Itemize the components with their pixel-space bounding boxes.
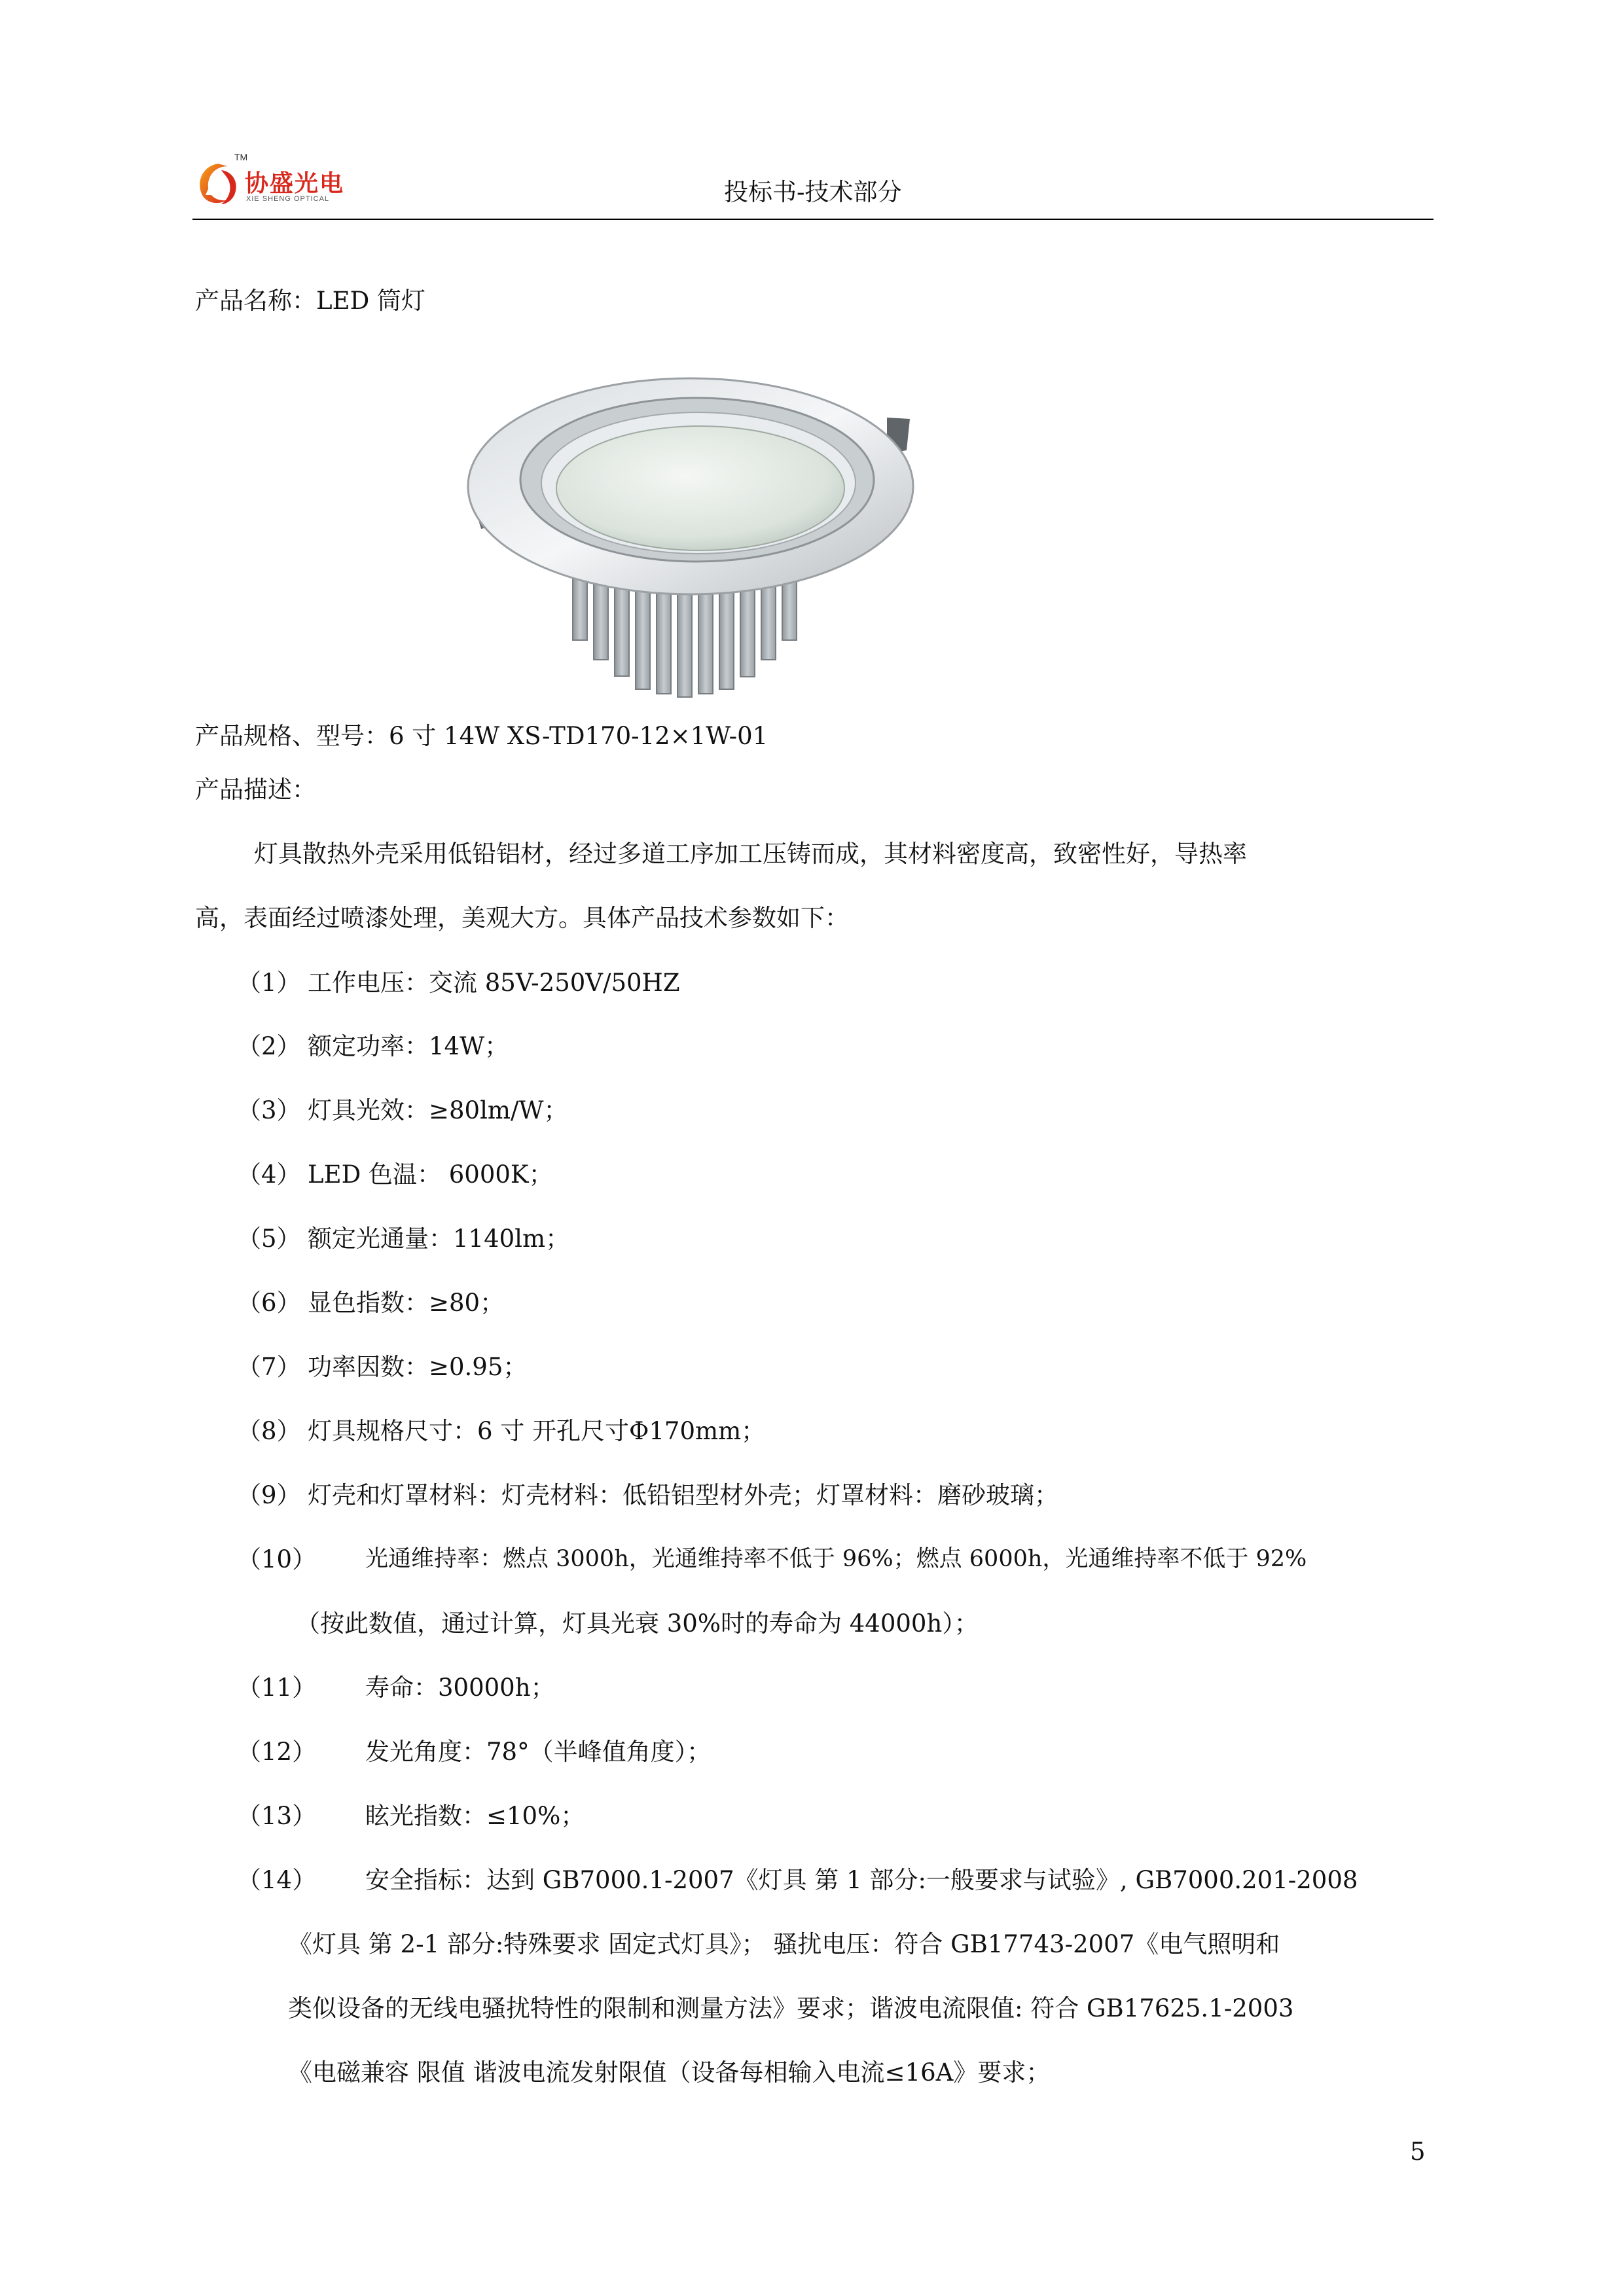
param-text-continued: （按此数值，通过计算，灯具光衰 30%时的寿命为 44000h）； [296,1609,979,1638]
logo-name-cn: 协盛光电 [245,170,345,197]
param-text-continued: 类似设备的无线电骚扰特性的限制和测量方法》要求；谐波电流限值: 符合 GB17625.1-2003 [288,1994,1294,2022]
param-num: （4） [237,1160,301,1189]
header-title: 投标书-技术部分 [724,178,902,206]
param-text: 额定功率：14W； [308,1032,509,1060]
param-text: 工作电压：交流 85V-250V/50HZ [308,969,680,997]
param-text: 灯壳和灯罩材料：灯壳材料：低铅铝型材外壳；灯罩材料：磨砂玻璃； [308,1481,1058,1509]
logo-name-en: XIE SHENG OPTICAL [246,195,330,203]
param-text: 光通维持率：燃点 3000h，光通维持率不低于 96%；燃点 6000h，光通维持率不低于 92% [365,1546,1307,1572]
param-text: 额定光通量：1140lm； [308,1225,570,1253]
param-text: 灯具规格尺寸：6 寸 开孔尺寸Φ170mm； [308,1417,766,1445]
param-text: LED 色温： 6000K； [308,1160,553,1189]
product-name: 产品名称：LED 筒灯 [195,287,426,315]
param-num: （2） [237,1032,301,1060]
logo-trademark: TM [234,152,248,162]
header-divider [192,219,1434,220]
param-num: （3） [237,1096,301,1124]
description-line-2: 高，表面经过喷漆处理，美观大方。具体产品技术参数如下： [195,904,849,932]
param-num: （14） [237,1866,317,1894]
logo-mark-icon [195,161,241,207]
param-num: （11） [237,1674,317,1702]
param-text-continued: 《电磁兼容 限值 谐波电流发射限值（设备每相输入电流≤16A》要求； [288,2058,1051,2087]
param-num: （5） [237,1225,301,1253]
param-text: 眩光指数：≤10%； [365,1802,585,1830]
param-num: （10） [237,1545,317,1573]
param-text-continued: 《灯具 第 2-1 部分:特殊要求 固定式灯具》； 骚扰电压：符合 GB17743-2007《电气照明和 [288,1930,1280,1958]
param-num: （9） [237,1481,301,1509]
param-num: （6） [237,1289,301,1317]
param-num: （7） [237,1353,301,1381]
description-line-1: 灯具散热外壳采用低铅铝材，经过多道工序加工压铸而成，其材料密度高，致密性好，导热率 [254,840,1247,868]
led-downlight-photo [455,372,946,699]
product-desc-heading: 产品描述： [195,776,316,804]
param-num: （1） [237,969,301,997]
page-number: 5 [1410,2138,1426,2166]
param-text: 灯具光效：≥80lm/W； [308,1096,568,1124]
product-spec: 产品规格、型号：6 寸 14W XS-TD170-12×1W-01 [195,722,768,750]
param-num: （13） [237,1802,317,1830]
param-text: 发光角度：78°（半峰值角度）； [365,1738,712,1766]
param-num: （12） [237,1738,317,1766]
param-num: （8） [237,1417,301,1445]
param-text: 安全指标：达到 GB7000.1-2007《灯具 第 1 部分:一般要求与试验》, GB7000.201-2008 [365,1866,1358,1894]
param-text: 功率因数：≥0.95； [308,1353,528,1381]
company-logo [195,152,346,211]
param-text: 寿命：30000h； [365,1674,555,1702]
param-text: 显色指数：≥80； [308,1289,505,1317]
